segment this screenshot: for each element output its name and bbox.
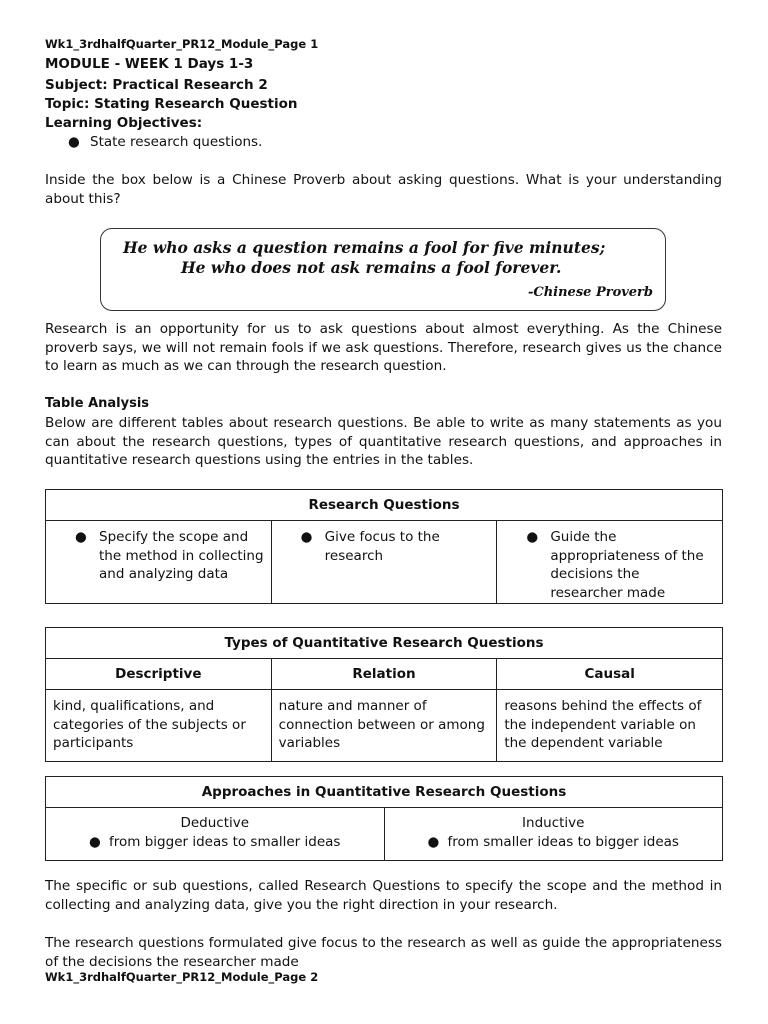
inductive-cell [384,808,723,861]
research-question-text: Give focus to the research [324,529,440,564]
research-question-cell [497,521,723,604]
bullet-icon: ● [427,833,440,850]
deductive-text: from bigger ideas to smaller ideas [109,833,341,850]
page-footer-label: Wk1_3rdhalfQuarter_PR12_Module_Page 2 [45,970,319,984]
closing-paragraph-2: The research questions formulated give focus to the research as well as guide the appropriateness of the decisions the researcher made [45,935,722,970]
proverb-box [100,228,666,311]
objectives-label: Learning Objectives: [45,115,203,131]
research-questions-table [45,489,723,604]
deductive-cell [46,808,385,861]
approaches-title: Approaches in Quantitative Research Questions [46,777,723,808]
table-analysis-heading: Table Analysis [45,396,150,411]
intro-paragraph: Inside the box below is a Chinese Proverb about asking questions. What is your understanding about this? [45,172,722,207]
research-questions-title: Research Questions [46,490,723,521]
relation-cell [271,690,497,762]
closing-paragraph-1: The specific or sub questions, called Research Questions to specify the scope and the method in collecting and analyzing data, give you the right direction in your research. [45,878,722,913]
descriptive-cell [46,690,272,762]
relation-text: nature and manner of connection between or among variables [278,698,485,752]
inductive-label: Inductive [522,815,585,831]
column-header-causal: Causal [497,659,723,690]
bullet-icon: ● [89,833,101,850]
bullet-icon: ● [526,529,539,545]
page-header-label: Wk1_3rdhalfQuarter_PR12_Module_Page 1 [45,37,319,51]
proverb-line-2: He who does not ask remains a fool forever. [181,258,562,277]
bullet-icon: ● [68,134,80,150]
topic-line: Topic: Stating Research Question [45,96,298,112]
causal-text: reasons behind the effects of the independent variable on the dependent variable [504,698,702,752]
bullet-icon: ● [75,529,87,545]
module-title: MODULE - WEEK 1 Days 1-3 [45,56,254,72]
column-header-relation: Relation [271,659,497,690]
approaches-table [45,776,723,861]
bullet-icon: ● [300,529,313,545]
research-question-cell [46,521,272,604]
deductive-label: Deductive [180,815,250,831]
subject-line: Subject: Practical Research 2 [45,77,268,93]
table-analysis-paragraph: Below are different tables about research questions. Be able to write as many statements as you can about the research questions, types of quantitative research questions, and approaches in quantitative research questions using the entries in the tables. [45,415,722,469]
proverb-attribution: -Chinese Proverb [527,285,653,300]
descriptive-text: kind, qualifications, and categories of the subjects or participants [53,698,246,752]
objective-text: State research questions. [90,134,263,150]
inductive-text: from smaller ideas to bigger ideas [447,833,679,850]
research-question-text: Specify the scope and the method in collecting and analyzing data [99,529,264,583]
research-question-cell [271,521,497,604]
research-question-text: Guide the appropriateness of the decisions the researcher made [550,529,704,602]
column-header-descriptive: Descriptive [46,659,272,690]
proverb-line-1: He who asks a question remains a fool for five minutes; [123,238,606,257]
research-paragraph: Research is an opportunity for us to ask questions about almost everything. As the Chinese proverb says, we will not remain fools if we ask questions. Therefore, research gives us the chance to learn as much as we can through the research question. [45,321,722,375]
quantitative-types-title: Types of Quantitative Research Questions [46,628,723,659]
objective-item [68,134,262,150]
causal-cell [497,690,723,762]
quantitative-types-table [45,627,723,762]
